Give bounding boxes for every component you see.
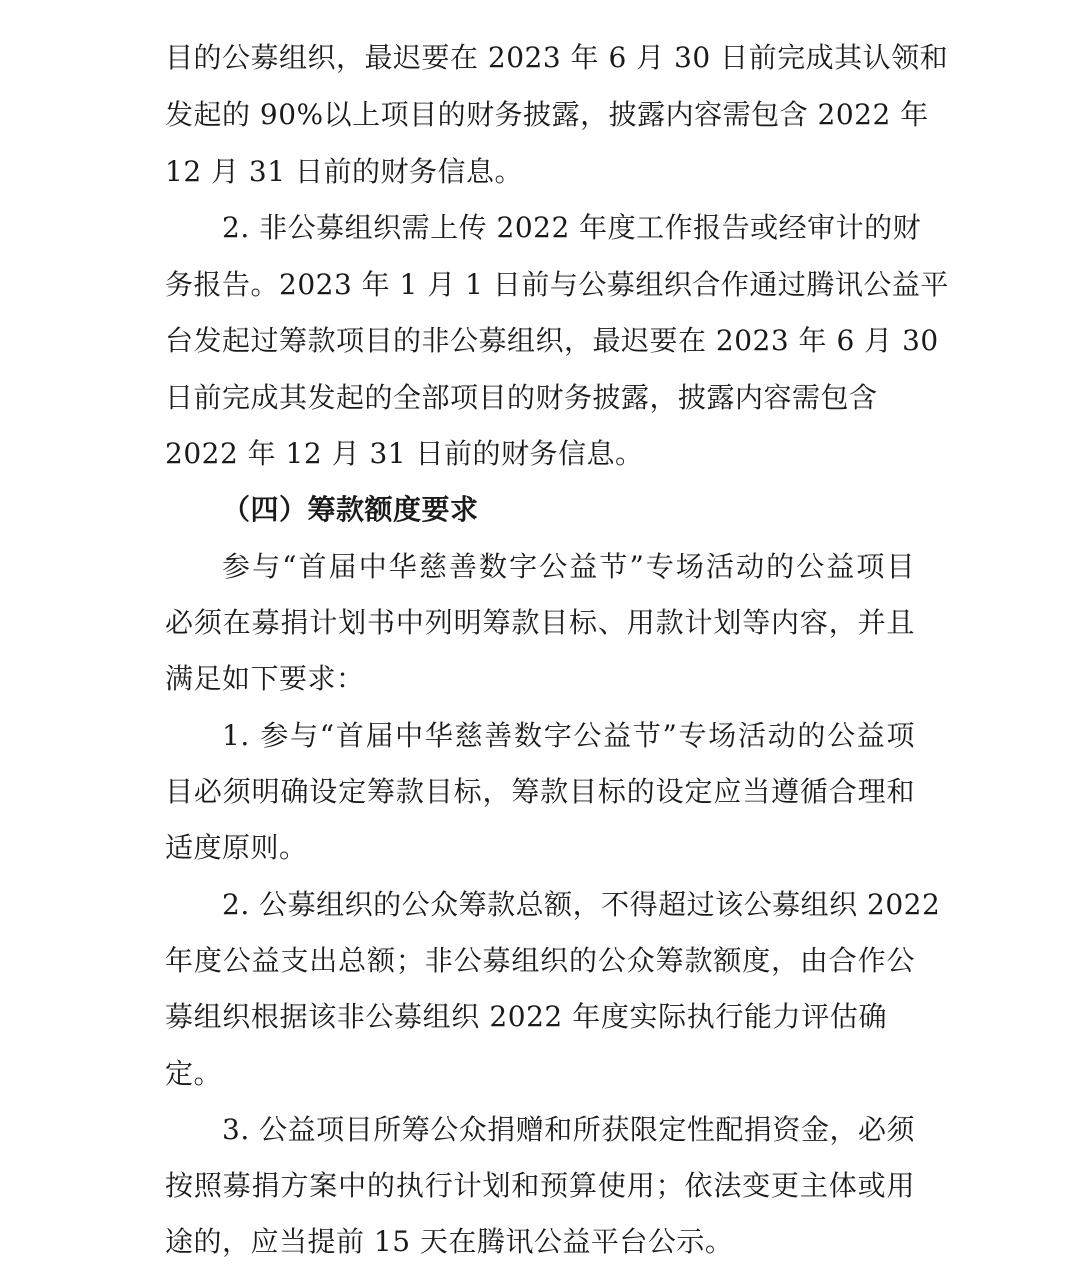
paragraph-line: 2022 年 12 月 31 日前的财务信息。 [165,437,644,470]
paragraph-line: 3. 公益项目所筹公众捐赠和所获限定性配捐资金，必须 [222,1113,915,1146]
paragraph-line: 2. 公募组织的公众筹款总额，不得超过该公募组织 2022 [222,888,941,921]
paragraph-line: 2. 非公募组织需上传 2022 年度工作报告或经审计的财 [222,211,922,244]
paragraph-line: 参与“首届中华慈善数字公益节”专场活动的公益项目 [222,550,915,583]
paragraph-line: 日前完成其发起的全部项目的财务披露，披露内容需包含 [165,381,878,414]
paragraph-line: 按照募捐方案中的执行计划和预算使用；依法变更主体或用 [165,1169,915,1202]
paragraph-line: 定。 [165,1057,223,1090]
section-heading: （四）筹款额度要求 [222,493,479,526]
paragraph-line: 途的，应当提前 15 天在腾讯公益平台公示。 [165,1225,734,1258]
paragraph-line: 满足如下要求： [165,662,365,695]
paragraph-line: 12 月 31 日前的财务信息。 [165,155,523,188]
paragraph-line: 目必须明确设定筹款目标，筹款目标的设定应当遵循合理和 [165,775,915,808]
paragraph-line: 1. 参与“首届中华慈善数字公益节”专场活动的公益项 [222,719,915,752]
paragraph-line: 台发起过筹款项目的非公募组织，最迟要在 2023 年 6 月 30 [165,324,939,357]
paragraph-line: 务报告。2023 年 1 月 1 日前与公募组织合作通过腾讯公益平 [165,268,949,301]
paragraph-line: 发起的 90%以上项目的财务披露，披露内容需包含 2022 年 [165,98,929,131]
paragraph-line: 必须在募捐计划书中列明筹款目标、用款计划等内容，并且 [165,606,915,639]
paragraph-line: 年度公益支出总额；非公募组织的公众筹款额度，由合作公 [165,944,915,977]
paragraph-line: 募组织根据该非公募组织 2022 年度实际执行能力评估确 [165,1000,887,1033]
paragraph-line: 适度原则。 [165,831,308,864]
paragraph-line: 目的公募组织，最迟要在 2023 年 6 月 30 日前完成其认领和 [165,41,949,74]
